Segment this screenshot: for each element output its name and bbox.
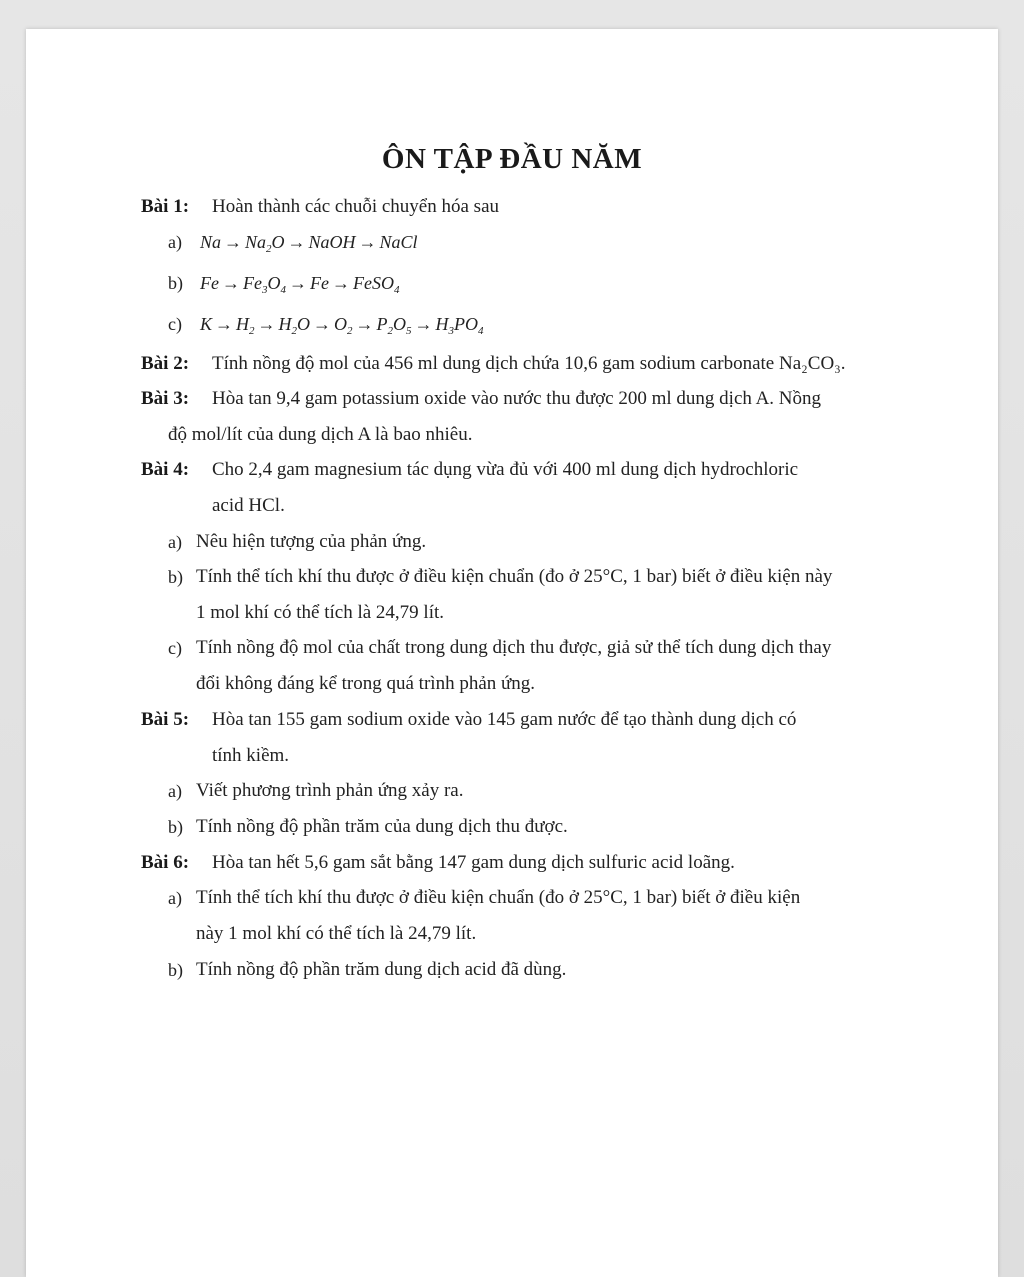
bai-2-label: Bài 2: xyxy=(141,353,190,374)
bai-6-b-text: Tính nồng độ phần trăm dung dịch acid đã dùng. xyxy=(196,959,567,980)
bai-1-chain-b xyxy=(200,271,399,295)
reaction-arrow: → xyxy=(288,273,307,293)
chemical-species: K xyxy=(200,314,213,334)
bai-1-text: Hoàn thành các chuỗi chuyển hóa sau xyxy=(212,196,500,217)
reaction-arrow: → xyxy=(257,314,276,334)
bai-4-b-line-2: 1 mol khí có thể tích là 24,79 lít. xyxy=(196,602,445,623)
reaction-arrow: → xyxy=(224,232,243,252)
bai-4-a-text: Nêu hiện tượng của phản ứng. xyxy=(196,531,427,552)
bai-4-line-1: Cho 2,4 gam magnesium tác dụng vừa đủ với 400 ml dung dịch hydrochloric xyxy=(212,459,799,480)
bai-4-c-line-1: Tính nồng độ mol của chất trong dung dịch thu được, giả sử thể tích dung dịch thay xyxy=(196,637,832,658)
bai-5-line-1: Hòa tan 155 gam sodium oxide vào 145 gam nước để tạo thành dung dịch có xyxy=(212,709,797,730)
bai-5-a-label: a) xyxy=(168,781,182,801)
chemical-species: $O_2$ xyxy=(334,314,353,337)
reaction-arrow: → xyxy=(414,314,433,334)
chemical-species: Na xyxy=(200,232,222,252)
bai-1-b-label: b) xyxy=(168,273,183,293)
bai-1-a-label: a) xyxy=(168,232,182,252)
reaction-arrow: → xyxy=(313,314,332,334)
bai-1-label: Bài 1: xyxy=(141,196,190,217)
chemical-species: $H_2$ xyxy=(236,314,255,337)
chemical-species: FeSO$_4$ xyxy=(352,273,400,296)
reaction-arrow: → xyxy=(215,314,234,334)
reaction-arrow: → xyxy=(355,314,374,334)
bai-5-line-2: tính kiềm. xyxy=(212,745,290,766)
bai-5-label: Bài 5: xyxy=(141,709,190,730)
chemical-species: $Na_2O$ xyxy=(245,232,285,255)
bai-1-c-label: c) xyxy=(168,314,182,334)
bai-6-a-label: a) xyxy=(168,888,182,908)
reaction-arrow: → xyxy=(221,273,240,293)
bai-1-chain-a xyxy=(200,230,418,254)
bai-3-line-2: độ mol/lít của dung dịch A là bao nhiêu. xyxy=(168,424,473,445)
chemical-species: Fe xyxy=(200,273,219,293)
document-title: ÔN TẬP ĐẦU NĂM xyxy=(381,143,643,175)
chemical-species: NaOH xyxy=(308,232,356,252)
bai-4-b-line-1: Tính thể tích khí thu được ở điều kiện chuẩn (đo ở 25°C, 1 bar) biết ở điều kiện này xyxy=(196,566,833,587)
bai-3-label: Bài 3: xyxy=(141,388,190,409)
bai-1-chain-c xyxy=(200,312,484,336)
chemical-species: $P_2O_5$ xyxy=(376,314,412,337)
reaction-arrow: → xyxy=(358,232,377,252)
bai-4-c-line-2: đổi không đáng kể trong quá trình phản ứng. xyxy=(196,673,536,694)
bai-5-b-text: Tính nồng độ phần trăm của dung dịch thu được. xyxy=(196,816,568,837)
bai-5-a-text: Viết phương trình phản ứng xảy ra. xyxy=(196,780,464,801)
bai-6-a-line-1: Tính thể tích khí thu được ở điều kiện chuẩn (đo ở 25°C, 1 bar) biết ở điều kiện xyxy=(196,887,801,908)
document-page xyxy=(26,29,998,1277)
reaction-arrow: → xyxy=(287,232,306,252)
chemical-species: NaCl xyxy=(379,232,418,252)
chemical-species: $Fe_3O_4$ xyxy=(242,273,286,296)
chemical-species: $H_2O$ xyxy=(278,314,311,337)
bai-3-line-1: Hòa tan 9,4 gam potassium oxide vào nước thu được 200 ml dung dịch A. Nồng xyxy=(212,388,822,409)
bai-6-label: Bài 6: xyxy=(141,852,190,873)
bai-4-c-label: c) xyxy=(168,638,182,658)
reaction-arrow: → xyxy=(331,273,350,293)
chemical-species: $H_3PO_4$ xyxy=(435,314,484,337)
document-content xyxy=(26,29,998,1277)
bai-4-a-label: a) xyxy=(168,532,182,552)
chemical-species: Fe xyxy=(309,273,329,293)
bai-6-b-label: b) xyxy=(168,960,183,980)
bai-4-b-label: b) xyxy=(168,567,183,587)
bai-4-line-2: acid HCl. xyxy=(212,495,285,516)
bai-4-label: Bài 4: xyxy=(141,459,190,480)
bai-6-line-1: Hòa tan hết 5,6 gam sắt bằng 147 gam dung dịch sulfuric acid loãng. xyxy=(212,852,735,873)
bai-2-text: Tính nồng độ mol của 456 ml dung dịch chứa 10,6 gam sodium carbonate Na₂CO₃. xyxy=(212,353,846,374)
bai-5-b-label: b) xyxy=(168,817,183,837)
bai-6-a-line-2: này 1 mol khí có thể tích là 24,79 lít. xyxy=(196,923,477,944)
